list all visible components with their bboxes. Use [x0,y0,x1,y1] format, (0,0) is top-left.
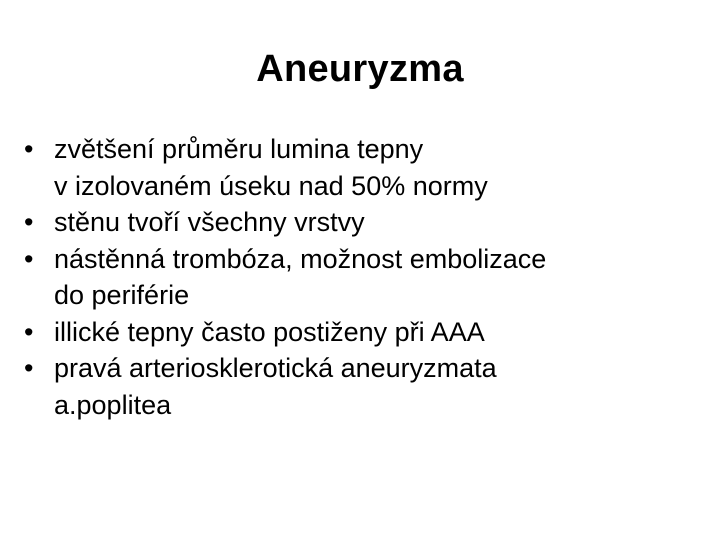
list-item-text: nástěnná trombóza, možnost embolizace [54,243,547,274]
list-item-text: stěnu tvoří všechny vrstvy [54,207,365,237]
list-item-text: pravá arteriosklerotická aneuryzmata [54,353,497,383]
list-item-text: v izolovaném úseku nad 50% normy [54,170,488,201]
list-item-text: a.poplitea [54,389,172,420]
list-item [24,241,704,314]
bullet-icon: • [24,243,34,274]
list-item [24,314,704,351]
bullet-icon: • [24,316,34,347]
bullet-list [24,131,704,423]
bullet-icon: • [24,353,34,383]
list-item [24,350,704,423]
list-item-text: zvětšení průměru lumina tepny [54,134,424,164]
list-item [24,131,704,204]
list-item-text: do periférie [54,280,190,310]
slide-title: Aneuryzma [256,48,464,90]
bullet-icon: • [24,134,34,164]
bullet-icon: • [24,207,34,237]
list-item-text: illické tepny často postiženy při AAA [54,316,485,347]
list-item [24,204,704,241]
